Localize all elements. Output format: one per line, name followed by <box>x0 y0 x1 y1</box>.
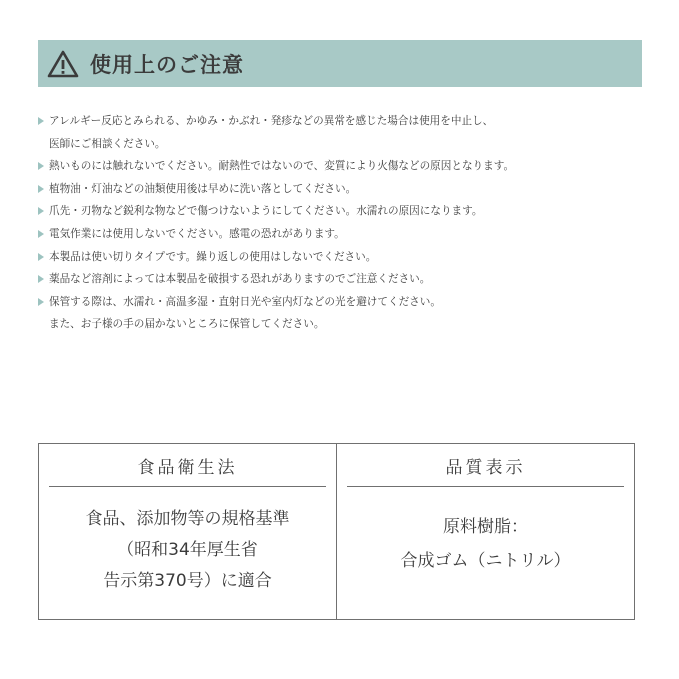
quality-heading: 品質表示 <box>445 457 526 478</box>
caution-item <box>38 291 648 314</box>
bullet-triangle-icon <box>38 117 44 125</box>
quality-line: 合成ゴム（ニトリル） <box>400 551 571 571</box>
caution-text: 爪先・刃物など鋭利な物などで傷つけないようにしてください。水濡れの原因になります。 <box>49 205 483 218</box>
caution-item-continuation <box>38 313 648 336</box>
quality-body <box>337 487 634 619</box>
caution-item <box>38 178 648 201</box>
food-law-line: 告示第370号）に適合 <box>103 570 272 591</box>
bullet-triangle-icon <box>38 298 44 306</box>
bullet-triangle-icon <box>38 230 44 238</box>
caution-text: 植物油・灯油などの油類使用後は早めに洗い落としてください。 <box>49 182 357 195</box>
banner-title: 使用上のご注意 <box>90 52 244 77</box>
caution-text: また、お子様の手の届かないところに保管してください。 <box>49 318 325 331</box>
info-table <box>38 443 635 620</box>
caution-item <box>38 268 648 291</box>
caution-item <box>38 246 648 269</box>
caution-text: アレルギー反応とみられる、かゆみ・かぶれ・発疹などの異常を感じた場合は使用を中止し、 <box>49 115 494 127</box>
quality-line: 原料樹脂： <box>443 517 528 537</box>
food-law-line: 食品、添加物等の規格基準 <box>85 508 290 529</box>
quality-column <box>336 444 634 619</box>
caution-text: 薬品など溶剤によっては本製品を破損する恐れがありますのでご注意ください。 <box>49 273 431 286</box>
bullet-triangle-icon <box>38 185 44 193</box>
caution-banner <box>38 40 642 87</box>
caution-list <box>38 110 648 336</box>
caution-item <box>38 223 648 246</box>
caution-item <box>38 200 648 223</box>
food-law-column <box>39 444 336 619</box>
caution-text: 熱いものには触れないでください。耐熱性ではないので、変質により火傷などの原因となります。 <box>49 160 515 173</box>
bullet-triangle-icon <box>38 162 44 170</box>
food-law-line: （昭和34年厚生省 <box>117 539 258 560</box>
caution-item <box>38 110 648 133</box>
caution-text: 本製品は使い切りタイプです。繰り返しの使用はしないでください。 <box>49 250 377 263</box>
warning-icon <box>46 48 80 80</box>
caution-text: 医師にご相談ください。 <box>49 137 166 150</box>
food-law-body <box>39 487 336 619</box>
bullet-triangle-icon <box>38 253 44 261</box>
caution-item-continuation <box>38 133 648 156</box>
food-law-heading: 食品衛生法 <box>137 457 238 478</box>
caution-item <box>38 155 648 178</box>
bullet-triangle-icon <box>38 207 44 215</box>
bullet-triangle-icon <box>38 275 44 283</box>
caution-text: 保管する際は、水濡れ・高温多湿・直射日光や室内灯などの光を避けてください。 <box>49 295 441 308</box>
caution-text: 電気作業には使用しないでください。感電の恐れがあります。 <box>49 227 345 240</box>
